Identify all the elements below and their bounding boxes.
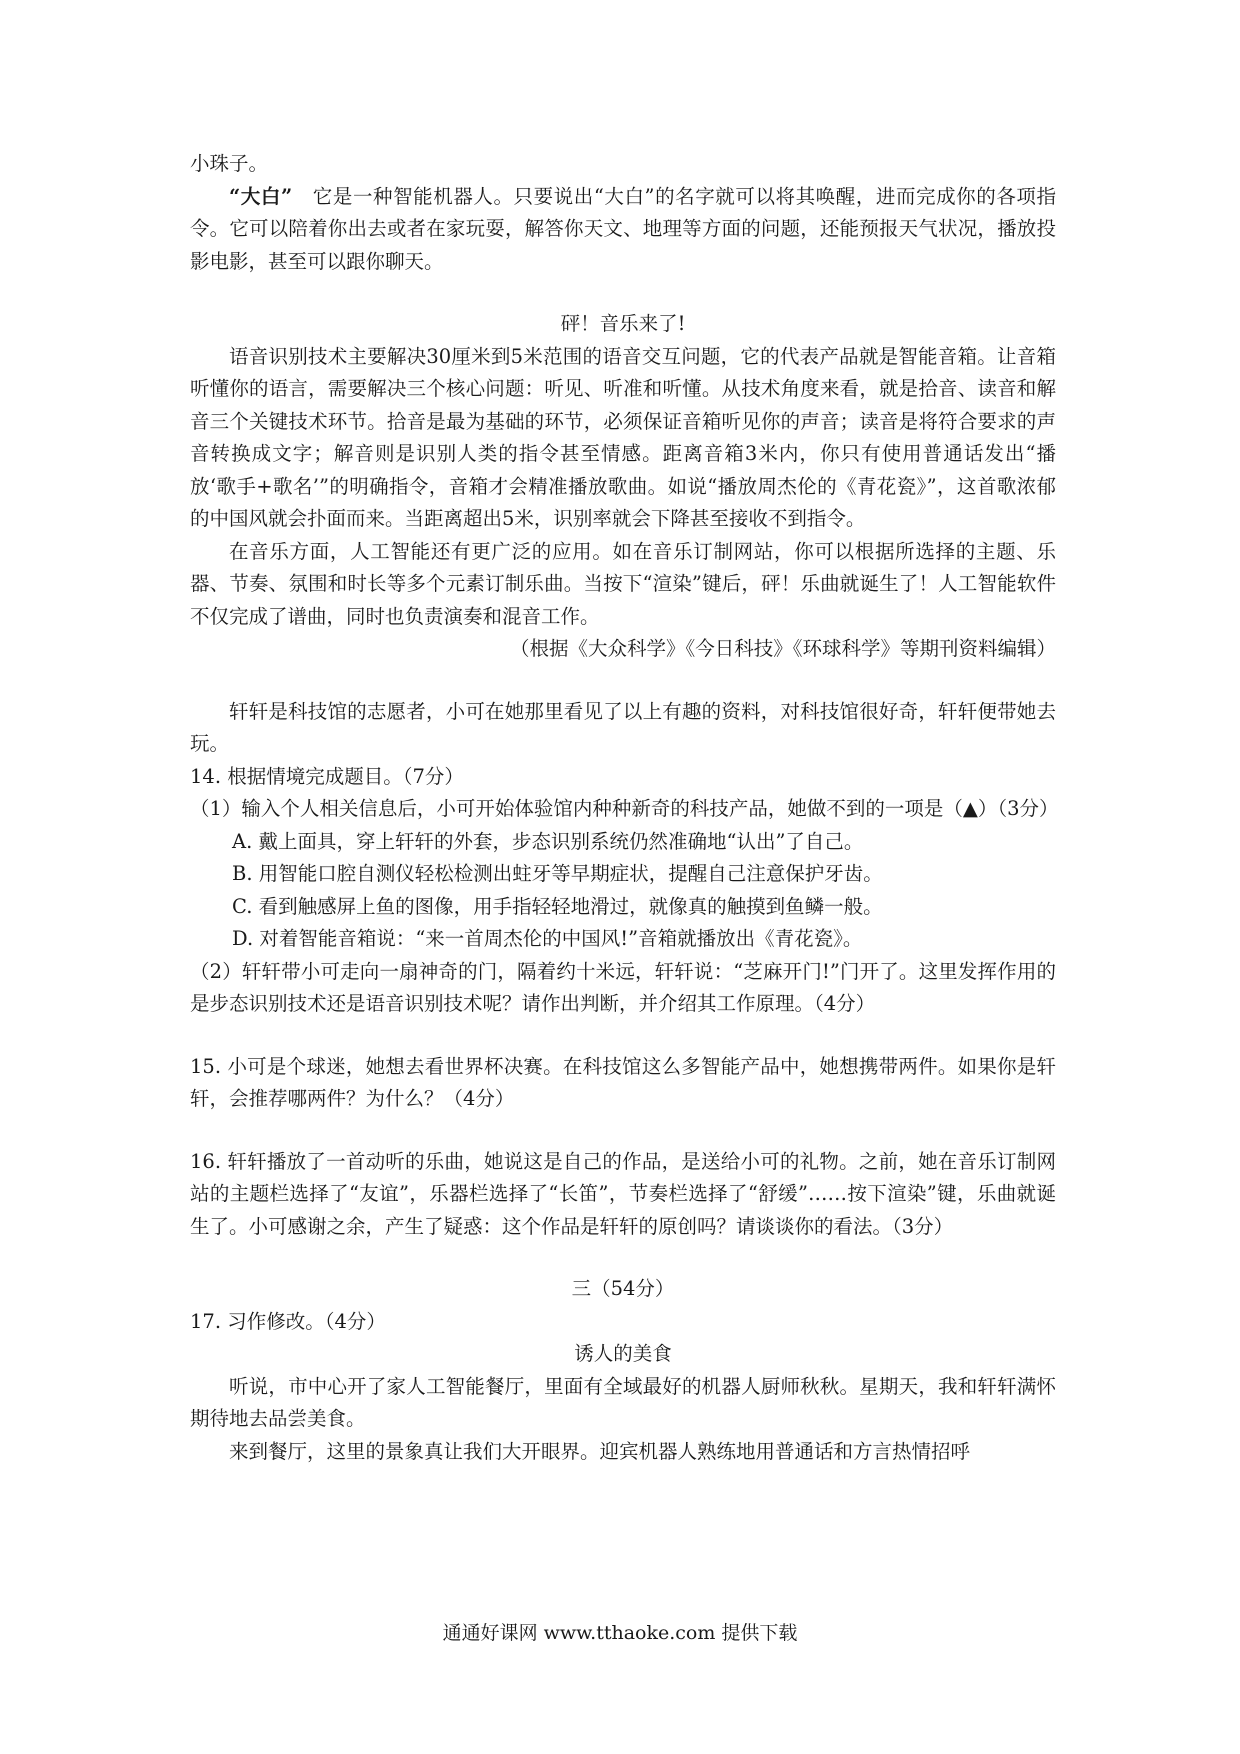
- essay-paragraph-1: 听说，市中心开了家人工智能餐厅，里面有全域最好的机器人厨师秋秋。星期天，我和轩轩满怀期待地去品尝美食。: [190, 1374, 1056, 1430]
- q14-sub1: （1）输入个人相关信息后，小可开始体验馆内种种新奇的科技产品，她做不到的一项是（▲）（3分）: [190, 797, 1059, 820]
- dabai-paragraph: [190, 181, 1056, 279]
- q14-option-d: D. 对着智能音箱说：“来一首周杰伦的中国风!”音箱就播放出《青花瓷》。: [232, 927, 863, 950]
- section-heading: 砰！音乐来了!: [560, 312, 686, 335]
- q14-option-b: B. 用智能口腔自测仪轻松检测出蛀牙等早期症状，提醒自己注意保护牙齿。: [232, 862, 883, 885]
- q14-option-a: A. 戴上面具，穿上轩轩的外套，步态识别系统仍然准确地“认出”了自己。: [232, 829, 864, 853]
- essay-title: 诱人的美食: [574, 1342, 672, 1365]
- page-footer: 通通好课网 www.tthaoke.com 提供下载: [442, 1622, 798, 1644]
- source-note: （根据《大众科学》《今日科技》《环球科学》等期刊资料编辑）: [509, 637, 1056, 660]
- q14-sub2: （2）轩轩带小可走向一扇神奇的门，隔着约十米远，轩轩说：“芝麻开门!”门开了。这里发挥作用的是步态识别技术还是语音识别技术呢？请作出判断，并介绍其工作原理。（4分）: [190, 959, 1056, 1015]
- q15: 15. 小可是个球迷，她想去看世界杯决赛。在科技馆这么多智能产品中，她想携带两件。如果你是轩轩，会推荐哪两件？为什么？（4分）: [190, 1054, 1056, 1110]
- voice-recognition-paragraph: 语音识别技术主要解决30厘米到5米范围的语音交互问题，它的代表产品就是智能音箱。让音箱听懂你的语言，需要解决三个核心问题：听见、听准和听懂。从技术角度来看，就是拾音、读音和解音三个关键技术环节。拾音是最为基础的环节，必须保证音箱听见你的声音；读音是将符合要求的声音转换成文字；解音则是识别人类的指令甚至情感。距离音箱3米内，你只有使用普通话发出“播放‘歌手+歌名’”的明确指令，音箱才会精准播放歌曲。如说“播放周杰伦的《青花瓷》”，这首歌浓郁的中国风就会扑面而来。当距离超出5米，识别率就会下降甚至接收不到指令。: [190, 344, 1056, 530]
- music-ai-paragraph: 在音乐方面，人工智能还有更广泛的应用。如在音乐订制网站，你可以根据所选择的主题、乐器、节奏、氛围和时长等多个元素订制乐曲。当按下“渲染”键后，砰！乐曲就诞生了！人工智能软件不仅完成了谱曲，同时也负责演奏和混音工作。: [190, 539, 1056, 628]
- q14-option-c: C. 看到触感屏上鱼的图像，用手指轻轻地滑过，就像真的触摸到鱼鳞一般。: [232, 894, 883, 918]
- q17-title: 17. 习作修改。（4分）: [190, 1309, 386, 1333]
- scenario-paragraph: 轩轩是科技馆的志愿者，小可在她那里看见了以上有趣的资料，对科技馆很好奇，轩轩便带她去玩。: [190, 699, 1056, 755]
- document-body: [190, 148, 1059, 1468]
- dabai-term: “大白”: [229, 184, 293, 208]
- q16: 16. 轩轩播放了一首动听的乐曲，她说这是自己的作品，是送给小可的礼物。之前，她在音乐订制网站的主题栏选择了“友谊”，乐器栏选择了“长笛”，节奏栏选择了“舒缓”……按下渲染”键，乐曲就诞生了。小可感谢之余，产生了疑惑：这个作品是轩轩的原创吗？请谈谈你的看法。（3分）: [190, 1149, 1056, 1238]
- dabai-text: 它是一种智能机器人。只要说出“大白”的名字就可以将其唤醒，进而完成你的各项指令。它可以陪着你出去或者在家玩耍，解答你天文、地理等方面的问题，还能预报天气状况，播放投影电影，甚至可以跟你聊天。: [190, 184, 1056, 273]
- part3-heading: 三（54分）: [571, 1277, 675, 1300]
- q14-title: 14. 根据情境完成题目。（7分）: [190, 764, 464, 788]
- intro-ending: 小珠子。: [190, 152, 269, 175]
- essay-paragraph-2: 来到餐厅，这里的景象真让我们大开眼界。迎宾机器人熟练地用普通话和方言热情招呼: [229, 1439, 971, 1463]
